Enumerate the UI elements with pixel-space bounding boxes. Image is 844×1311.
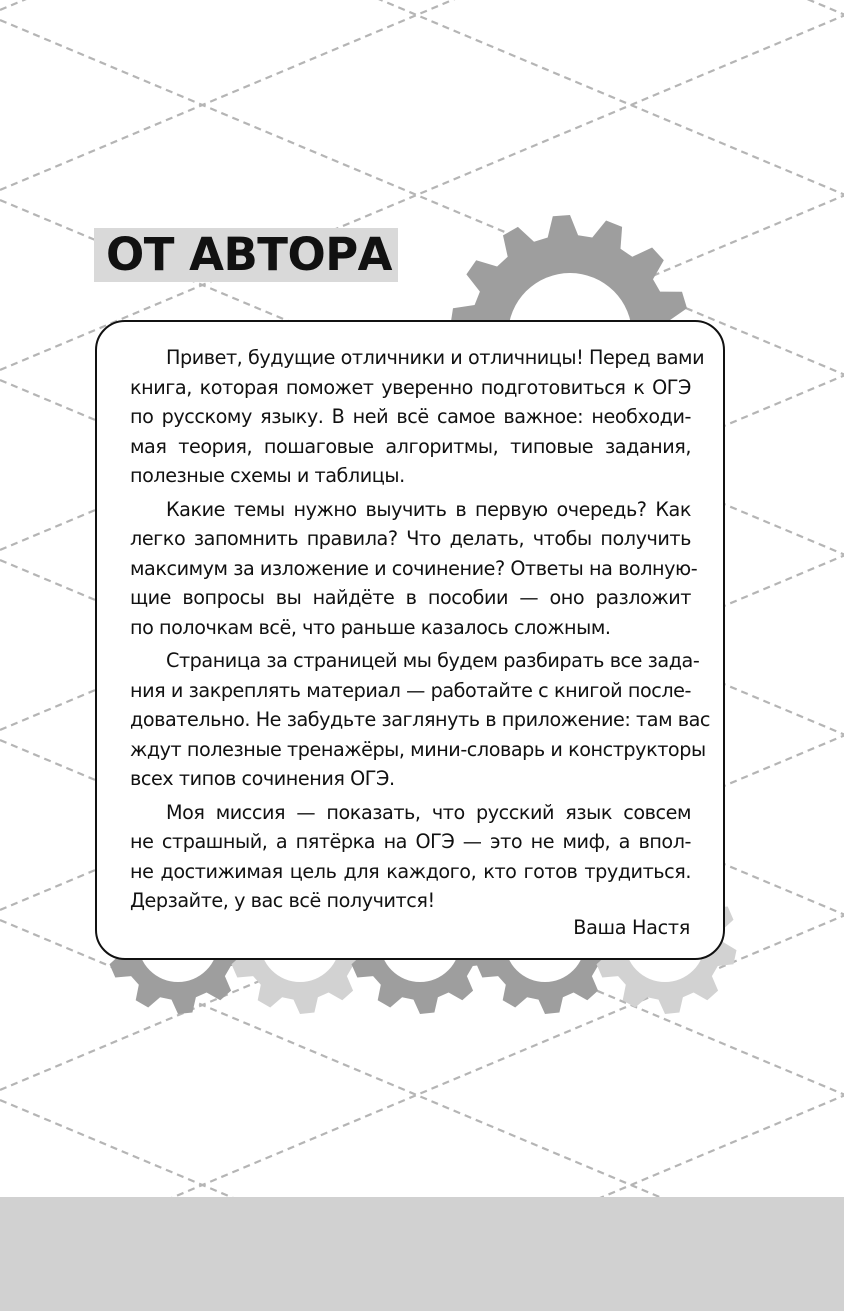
text-line: легко запомнить правила? Что делать, чтобы получить bbox=[130, 527, 691, 550]
text-line: Какие темы нужно выучить в первую очередь? Как bbox=[166, 497, 691, 521]
lattice-line bbox=[0, 0, 844, 194]
footer-band bbox=[0, 1197, 844, 1311]
signature: Ваша Настя bbox=[573, 916, 690, 939]
author-note-text bbox=[130, 343, 711, 920]
text-line: не страшный, а пятёрка на ОГЭ — это не миф, а впол- bbox=[130, 830, 691, 853]
text-line: Моя миссия — показать, что русский язык совсем bbox=[166, 800, 691, 824]
text-line: книга, которая поможет уверенно подготовиться к ОГЭ bbox=[130, 375, 691, 399]
text-line: не достижимая цель для каждого, кто готов трудиться. bbox=[130, 859, 691, 883]
lattice-line bbox=[0, 0, 844, 190]
text-line: Дерзайте, у вас всё получится! bbox=[130, 889, 435, 912]
lattice-line bbox=[0, 0, 844, 10]
text-line: Привет, будущие отличники и отличницы! Перед вами bbox=[166, 346, 705, 369]
text-line: щие вопросы вы найдёте в пособии — оно разложит bbox=[130, 586, 691, 609]
text-line: Страница за страницей мы будем разбирать все зада- bbox=[166, 649, 700, 672]
text-line: мая теория, пошаговые алгоритмы, типовые задания, bbox=[130, 434, 691, 458]
text-line: ния и закреплять материал — работайте с книгой после- bbox=[130, 678, 691, 702]
text-line: по полочкам всё, что раньше казалось сложным. bbox=[130, 615, 611, 639]
paragraph bbox=[130, 798, 691, 916]
text-line: довательно. Не забудьте заглянуть в приложение: там вас bbox=[130, 708, 711, 731]
text-line: полезные схемы и таблицы. bbox=[130, 464, 405, 487]
page-title: ОТ АВТОРА bbox=[106, 228, 393, 281]
text-line: максимум за изложение и сочинение? Ответы на волную- bbox=[130, 556, 698, 580]
paragraph bbox=[130, 495, 698, 643]
lattice-line bbox=[0, 16, 844, 370]
text-line: всех типов сочинения ОГЭ. bbox=[130, 767, 395, 790]
text-line: ждут полезные тренажёры, мини-словарь и конструкторы bbox=[130, 737, 706, 761]
text-line: по русскому языку. В ней всё самое важное: необходи- bbox=[130, 405, 691, 428]
paragraph bbox=[130, 343, 705, 491]
paragraph bbox=[130, 646, 711, 794]
